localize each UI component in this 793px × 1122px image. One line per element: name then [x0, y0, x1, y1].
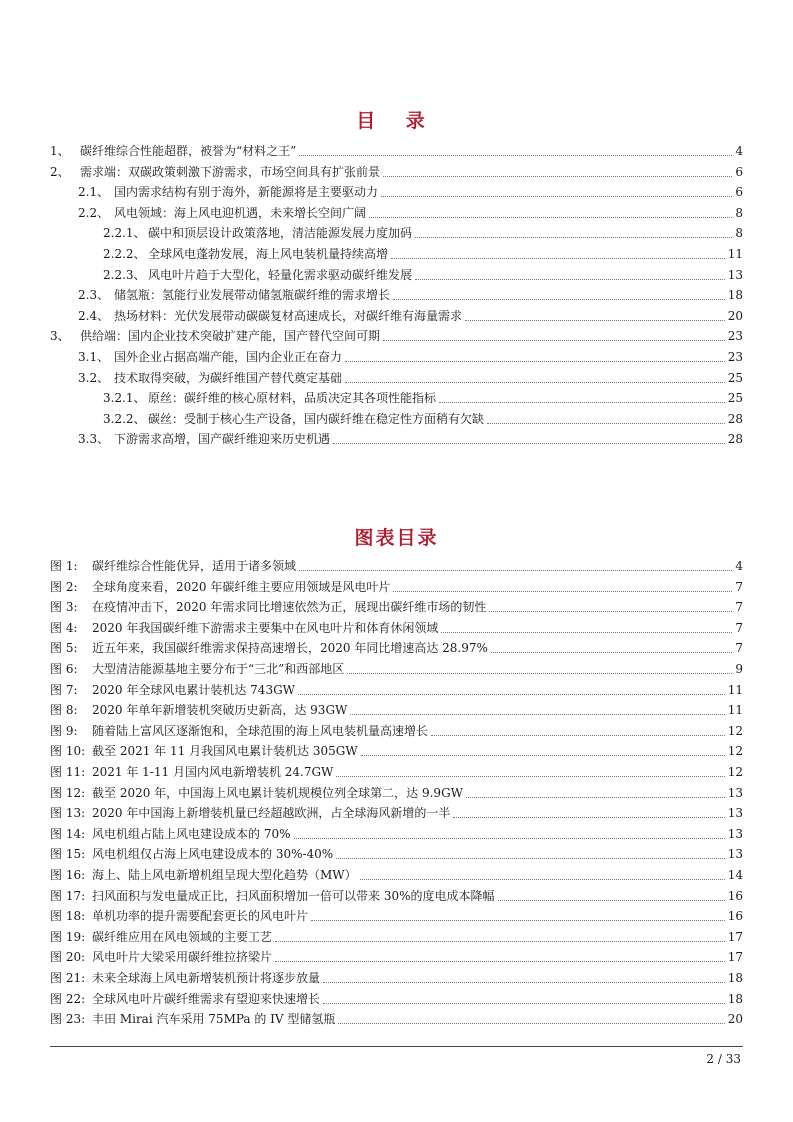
figure-entry-number: 图 13:: [50, 806, 86, 821]
dot-leader: [361, 754, 725, 756]
toc-entry[interactable]: [0, 203, 793, 223]
dot-leader: [294, 837, 725, 839]
page-number: 25: [727, 391, 743, 406]
page-number: 11: [727, 682, 743, 697]
page-number: 14: [727, 868, 743, 882]
dot-leader: [441, 631, 732, 633]
page-number: 18: [727, 288, 743, 303]
toc-entry-title: 需求端：双碳政策刺激下游需求，市场空间具有扩张前景: [80, 164, 381, 179]
page-number: 4: [735, 144, 743, 158]
toc-entry[interactable]: [0, 223, 793, 243]
toc-entry-number: 3.2.1、: [103, 391, 146, 406]
dot-leader: [350, 713, 724, 715]
figure-entry[interactable]: [0, 618, 793, 638]
figure-entry-number: 图 14:: [50, 826, 86, 841]
toc-entry-number: 2.1、: [78, 185, 110, 200]
toc-entry-number: 3.2、: [78, 370, 110, 385]
toc-entry-number: 2.2.1、: [103, 226, 146, 241]
page-number: 13: [727, 785, 743, 800]
toc-entry-number: 2、: [50, 164, 70, 179]
dot-leader: [415, 236, 732, 238]
toc-entry[interactable]: [0, 182, 793, 202]
figure-entry-number: 图 6:: [50, 662, 78, 676]
dot-leader: [333, 442, 725, 444]
toc-entry[interactable]: [0, 306, 793, 326]
dot-leader: [345, 381, 725, 383]
dot-leader: [453, 816, 724, 818]
toc-entry-title: 风电叶片趋于大型化，轻量化需求驱动碳纤维发展: [148, 267, 413, 282]
toc-entry-number: 2.2、: [78, 205, 110, 220]
figure-entry-number: 图 20:: [50, 950, 86, 965]
figure-entry[interactable]: [0, 824, 793, 844]
page-number: 23: [727, 350, 743, 364]
figure-entry-caption: 2020 年全球风电累计装机达 743GW: [92, 682, 295, 697]
dot-leader: [299, 154, 732, 156]
toc-entry[interactable]: [0, 429, 793, 449]
dot-leader: [298, 693, 725, 695]
page-number: 13: [727, 806, 743, 821]
toc-entry[interactable]: [0, 409, 793, 429]
toc-entry-title: 技术取得突破，为碳纤维国产替代奠定基础: [114, 370, 343, 385]
figure-entry-number: 图 2:: [50, 579, 78, 594]
figure-entry[interactable]: [0, 556, 793, 576]
figure-entry[interactable]: [0, 577, 793, 597]
figure-entry[interactable]: [0, 906, 793, 926]
figure-entry[interactable]: [0, 1009, 793, 1029]
figure-entry-caption: 2020 年中国海上新增装机量已经超越欧洲，占全球海风新增的一半: [92, 806, 451, 821]
page-number: 8: [735, 205, 743, 220]
dot-leader: [275, 940, 725, 942]
page-number: 13: [727, 826, 743, 841]
figure-entry-number: 图 12:: [50, 785, 86, 800]
figure-entry-caption: 风电机组占陆上风电建设成本的 70%: [92, 826, 291, 841]
figure-entry-number: 图 10:: [50, 744, 86, 759]
toc-entry-title: 下游需求高增，国产碳纤维迎来历史机遇: [114, 432, 331, 447]
page-number: 6: [735, 185, 743, 200]
figure-entry[interactable]: [0, 741, 793, 761]
figure-entry[interactable]: [0, 844, 793, 864]
toc-entry[interactable]: [0, 141, 793, 161]
page-number: 11: [727, 247, 743, 261]
dot-leader: [393, 298, 725, 300]
figure-entry-caption: 2021 年 1-11 月国内风电新增装机 24.7GW: [92, 765, 334, 779]
toc-entry-title: 碳中和顶层设计政策落地，清洁能源发展力度加码: [148, 226, 413, 241]
toc-entry-number: 2.2.3、: [103, 267, 146, 282]
toc-entry[interactable]: [0, 285, 793, 305]
figure-entry-caption: 单机功率的提升需要配套更长的风电叶片: [92, 909, 309, 924]
page-number: 13: [727, 847, 743, 862]
figure-entry[interactable]: [0, 865, 793, 885]
figure-entry[interactable]: [0, 659, 793, 679]
toc-entry-title: 国外企业占据高端产能，国内企业正在奋力: [114, 350, 343, 364]
page-number: 9: [735, 662, 743, 676]
dot-leader: [369, 216, 732, 218]
dot-leader: [338, 1022, 724, 1024]
figure-entry[interactable]: [0, 762, 793, 782]
page-number: 17: [727, 929, 743, 944]
toc-entry-title: 碳纤维综合性能超群，被誉为“材料之王”: [80, 144, 297, 158]
toc-entry[interactable]: [0, 388, 793, 408]
dot-leader: [415, 278, 725, 280]
figure-entry-caption: 全球角度来看，2020 年碳纤维主要应用领域是风电叶片: [92, 579, 391, 594]
figure-entry-caption: 2020 年我国碳纤维下游需求主要集中在风电叶片和体育休闲领域: [92, 620, 439, 635]
figure-entry-caption: 截至 2020 年，中国海上风电累计装机规模位列全球第二，达 9.9GW: [92, 785, 463, 800]
page-number: 28: [727, 411, 743, 426]
toc-entry-number: 3、: [50, 329, 70, 344]
toc-entry-title: 国内需求结构有别于海外，新能源将是主要驱动力: [114, 185, 379, 200]
figure-entry-caption: 碳纤维应用在风电领域的主要工艺: [92, 929, 273, 944]
dot-leader: [489, 610, 732, 612]
dot-leader: [323, 981, 725, 983]
toc-entry-number: 1、: [50, 144, 70, 158]
figure-entry-caption: 未来全球海上风电新增装机预计将逐步放量: [92, 971, 321, 985]
figure-entry[interactable]: [0, 886, 793, 906]
toc-entry[interactable]: [0, 368, 793, 388]
figure-entry-number: 图 5:: [50, 641, 78, 656]
page-number: 28: [727, 432, 743, 447]
page-number: 7: [735, 620, 743, 635]
dot-leader: [345, 360, 725, 362]
figure-entry-number: 图 23:: [50, 1012, 86, 1027]
page-number: 7: [735, 600, 743, 615]
page-number: 18: [727, 971, 743, 985]
page-number: 7: [735, 641, 743, 656]
page-number: 20: [727, 1012, 743, 1027]
figure-entry-number: 图 15:: [50, 847, 86, 862]
figure-entry[interactable]: [0, 947, 793, 967]
figure-entry-caption: 丰田 Mirai 汽车采用 75MPa 的 IV 型储氢瓶: [92, 1012, 336, 1027]
dot-leader: [465, 319, 725, 321]
page-number: 12: [727, 723, 743, 738]
dot-leader: [299, 569, 732, 571]
figure-entry-caption: 近五年来，我国碳纤维需求保持高速增长，2020 年同比增速高达 28.97%: [92, 641, 488, 656]
dot-leader: [336, 775, 724, 777]
toc-entry-number: 2.3、: [78, 288, 110, 303]
toc-entry-title: 储氢瓶：氢能行业发展带动储氢瓶碳纤维的需求增长: [114, 288, 391, 303]
page-number: 7: [735, 579, 743, 594]
page-number: 20: [727, 308, 743, 323]
figure-entry[interactable]: [0, 700, 793, 720]
toc-entry[interactable]: [0, 347, 793, 367]
dot-leader: [491, 651, 732, 653]
page-number: 12: [727, 744, 743, 759]
figure-entry[interactable]: [0, 989, 793, 1009]
figure-list-title: 图表目录: [354, 527, 439, 549]
figure-entry-number: 图 16:: [50, 868, 86, 882]
page-number: 17: [727, 950, 743, 965]
dot-leader: [391, 257, 725, 259]
toc-entry[interactable]: [0, 265, 793, 285]
page-number: 16: [727, 888, 743, 903]
dot-leader: [498, 899, 725, 901]
figure-entry-number: 图 1:: [50, 559, 78, 573]
figure-entry-number: 图 7:: [50, 682, 78, 697]
page-number: 16: [727, 909, 743, 924]
figure-entry-caption: 2020 年单年新增装机突破历史新高，达 93GW: [92, 703, 348, 718]
figure-entry-caption: 风电机组仅占海上风电建设成本的 30%-40%: [92, 847, 334, 862]
figure-entry-caption: 截至 2021 年 11 月我国风电累计装机达 305GW: [92, 744, 358, 759]
page-number: 18: [727, 991, 743, 1006]
figure-entry-caption: 随着陆上富风区逐渐饱和，全球范围的海上风电装机量高速增长: [92, 723, 429, 738]
figure-entry-number: 图 8:: [50, 703, 78, 718]
dot-leader: [393, 590, 732, 592]
figure-entry-number: 图 18:: [50, 909, 86, 924]
page-number: 6: [735, 164, 743, 179]
toc-entry[interactable]: [0, 244, 793, 264]
toc-entry-title: 碳丝：受制于核心生产设备，国内碳纤维在稳定性方面稍有欠缺: [148, 411, 485, 426]
figure-entry[interactable]: [0, 803, 793, 823]
toc-entry-title: 热场材料：光伏发展带动碳碳复材高速成长，对碳纤维有海量需求: [114, 308, 463, 323]
page-number: 25: [727, 370, 743, 385]
dot-leader: [275, 960, 725, 962]
toc-entry[interactable]: [0, 326, 793, 346]
dot-leader: [439, 401, 725, 403]
toc-entry-number: 2.4、: [78, 308, 110, 323]
toc-entry-number: 3.1、: [78, 350, 110, 364]
toc-entry-number: 2.2.2、: [103, 247, 146, 261]
figure-entry-number: 图 9:: [50, 723, 78, 738]
page-number: 11: [727, 703, 743, 718]
toc-entry-number: 3.2.2、: [103, 411, 146, 426]
toc-entry[interactable]: [0, 162, 793, 182]
page-number: 23: [727, 329, 743, 344]
toc-entry-title: 全球风电蓬勃发展，海上风电装机量持续高增: [148, 247, 389, 261]
toc-entry-title: 风电领域：海上风电迎机遇，未来增长空间广阔: [114, 205, 367, 220]
figure-entry-caption: 在疫情冲击下，2020 年需求同比增速依然为正，展现出碳纤维市场的韧性: [92, 600, 487, 615]
dot-leader: [383, 339, 725, 341]
figure-entry-caption: 风电叶片大梁采用碳纤维拉挤梁片: [92, 950, 273, 965]
figure-entry-number: 图 4:: [50, 620, 78, 635]
dot-leader: [360, 878, 725, 880]
dot-leader: [381, 195, 732, 197]
toc-entry-title: 供给端：国内企业技术突破扩建产能，国产替代空间可期: [80, 329, 381, 344]
page-number: 4: [735, 559, 743, 573]
figure-entry-caption: 海上、陆上风电新增机组呈现大型化趋势（MW）: [92, 868, 357, 882]
dot-leader: [336, 857, 725, 859]
figure-entry[interactable]: [0, 721, 793, 741]
page-number: 13: [727, 267, 743, 282]
dot-leader: [431, 734, 725, 736]
figure-entry[interactable]: [0, 680, 793, 700]
figure-entry-number: 图 17:: [50, 888, 86, 903]
figure-entry[interactable]: [0, 783, 793, 803]
page-number: 8: [735, 226, 743, 241]
figure-entry-caption: 碳纤维综合性能优异，适用于诸多领域: [92, 559, 297, 573]
figure-entry-number: 图 11:: [50, 765, 86, 779]
dot-leader: [466, 796, 725, 798]
figure-entry[interactable]: [0, 638, 793, 658]
dot-leader: [323, 1002, 725, 1004]
figure-entry[interactable]: [0, 597, 793, 617]
page-number: 12: [727, 765, 743, 779]
dot-leader: [383, 175, 732, 177]
toc-entry-title: 原丝：碳纤维的核心原材料，品质决定其各项性能指标: [148, 391, 437, 406]
dot-leader: [311, 919, 725, 921]
figure-entry-number: 图 22:: [50, 991, 86, 1006]
figure-entry-caption: 扫风面积与发电量成正比，扫风面积增加一倍可以带来 30%的度电成本降幅: [92, 888, 495, 903]
figure-entry[interactable]: [0, 927, 793, 947]
toc-title: 目 录: [356, 110, 437, 132]
page-indicator: 2 / 33: [706, 1052, 741, 1066]
dot-leader: [487, 422, 725, 424]
dot-leader: [347, 672, 732, 674]
toc-entry-number: 3.3、: [78, 432, 110, 447]
figure-entry-number: 图 3:: [50, 600, 78, 615]
figure-entry-caption: 全球风电叶片碳纤维需求有望迎来快速增长: [92, 991, 321, 1006]
figure-entry-caption: 大型清洁能源基地主要分布于“三北”和西部地区: [92, 662, 345, 676]
figure-entry[interactable]: [0, 968, 793, 988]
figure-entry-number: 图 19:: [50, 929, 86, 944]
figure-entry-number: 图 21:: [50, 971, 86, 985]
footer-divider: [50, 1046, 743, 1047]
